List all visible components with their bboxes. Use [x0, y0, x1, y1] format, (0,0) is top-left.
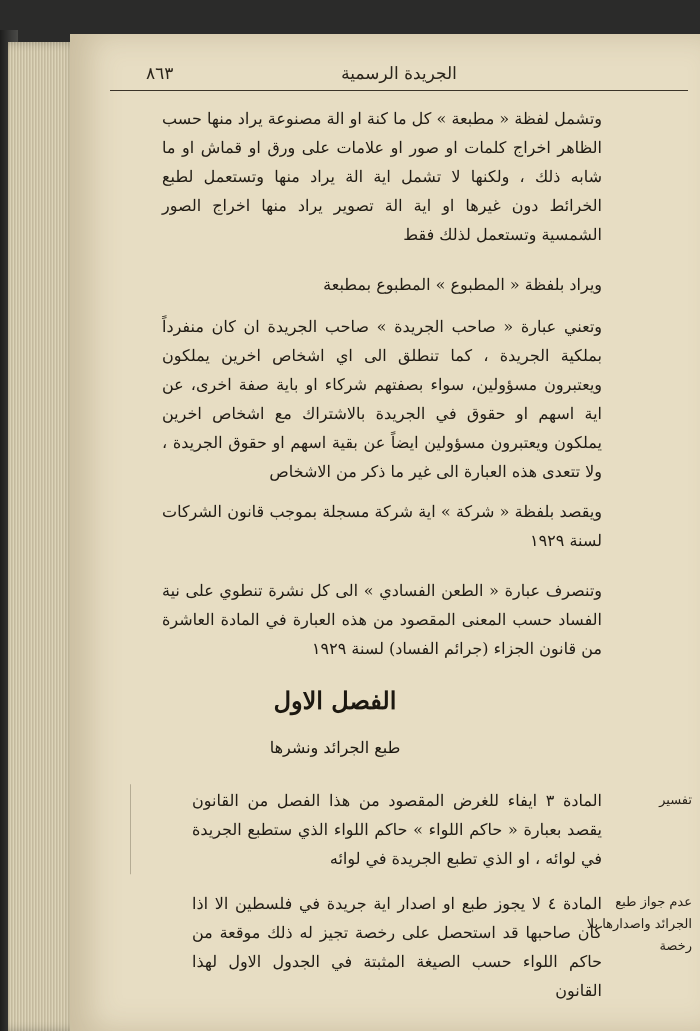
chapter-subtitle: طبع الجرائد ونشرها [269, 738, 401, 757]
page-number: ٨٦٣ [146, 64, 174, 84]
definition-printing-press: وتشمل لفظة « مطبعة » كل ما كنة او الة مصنوعة يراد منها حسب الظاهر اخراج كلمات او صور او علامات على ورق او قماش او ما شابه ذلك ، ولكنها لا تشمل اية الة يراد منها وتستعمل لطبع الخرائط دون غيرها او اية الة تصوير يراد منها اخراج الصور الشمسية وتستعمل لذلك فقط [162, 109, 602, 244]
article-3: المادة ٣ ايفاء للغرض المقصود من هذا الفصل من القانون يقصد بعبارة « حاكم اللواء » حاكم اللواء الذي ستطبع الجريدة في لوائه ، او الذي تطبع الجريدة في لوائه [192, 791, 602, 868]
chapter-title: الفصل الاول [273, 686, 397, 715]
article-4: المادة ٤ لا يجوز طبع او اصدار اية جريدة في فلسطين الا اذا كان صاحبها قد استحصل على رخصة تجيز له ذلك موقعة من حاكم اللواء حسب الصيغة المثبتة في الجدول الاول لهذا القانون [192, 894, 602, 1000]
book-page [70, 34, 700, 1031]
journal-title: الجريدة الرسمية [341, 64, 457, 84]
definition-newspaper-owner: وتعني عبارة « صاحب الجريدة » صاحب الجريدة ان كان منفرداً بملكية الجريدة ، كما تنطلق الى اي اشخاص اخرين يملكون ويعتبرون مسؤولين، سواء بصفتهم شركاء او باية صفة اخرى، عن اية اسهم او حقوق في الجريدة بالاشتراك مع اشخاص اخرين يملكون ويعتبرون مسؤولين ايضاً عن بقية اسهم او حقوق الجريدة ، ولا تتعدى هذه العبارة الى غير ما ذكر من الاشخاص [162, 317, 602, 481]
definition-printed: ويراد بلفظة « المطبوع » المطبوع بمطبعة [323, 275, 602, 294]
page-crease [70, 784, 131, 894]
definition-seditious-libel: وتنصرف عبارة « الطعن الفسادي » الى كل نشرة تنطوي على نية الفساد حسب المعنى المقصود من هذه العبارة في المادة العاشرة من قانون الجزاء (جرائم الفساد) لسنة ١٩٢٩ [162, 581, 602, 658]
running-header [110, 62, 688, 91]
margin-note-article-3: تفسير [659, 793, 692, 808]
definition-company: ويقصد بلفظة « شركة » اية شركة مسجلة بموجب قانون الشركات لسنة ١٩٢٩ [162, 502, 602, 550]
margin-note-article-4: عدم جواز طبع الجرائد واصدارها بلا رخصة [586, 895, 692, 954]
